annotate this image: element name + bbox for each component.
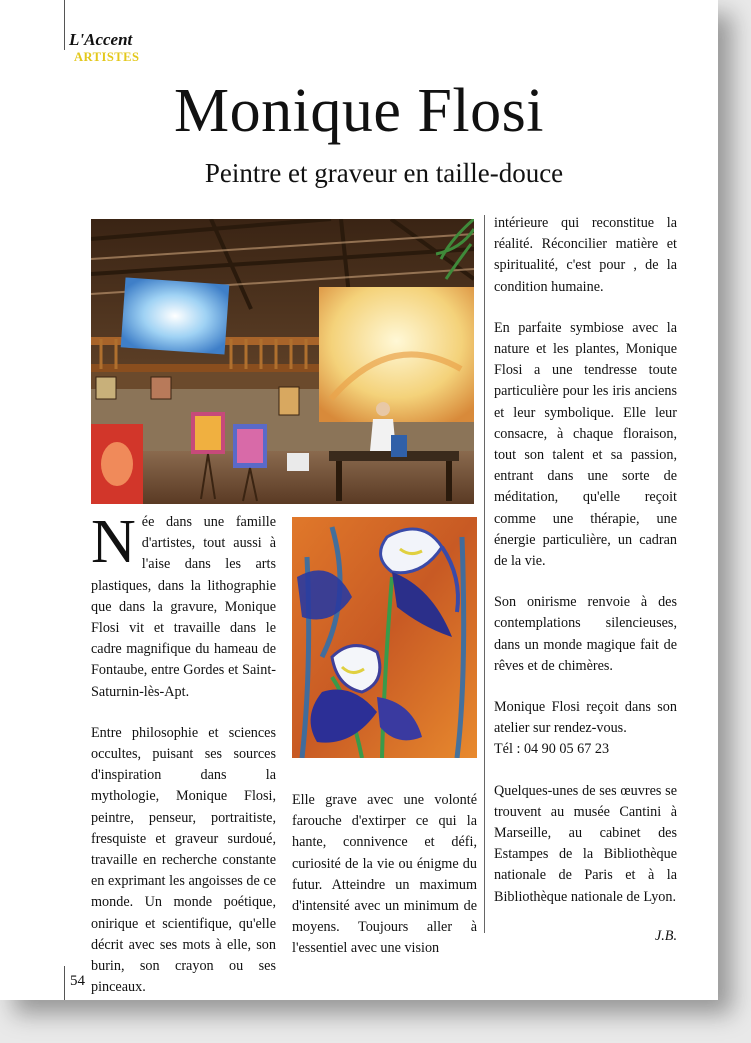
column-divider <box>484 215 485 933</box>
article-paragraph: En parfaite symbiose avec la nature et les plantes, Monique Flosi a une tendresse toute particulière pour les iris anciens et leur symbolique. Elle leur consacre, à chaque floraison, tout son talent et sa passion, entrant dans une sorte de méditation, qu'elle reçoit comme une thérapie, une énergie particulière, un cadran de la vie. <box>494 319 677 570</box>
article-column-right <box>494 213 677 947</box>
page-number: 54 <box>70 973 85 989</box>
drop-cap: N <box>91 508 136 576</box>
article-column-middle <box>292 790 477 980</box>
paragraph-text: ée dans une famille d'artistes, tout aussi à l'aise dans les arts plastiques, dans la lithographie que dans la gravure, Monique Flosi vit et travaille dans le cadre magnifique du hameau de Fontaube, entre Gordes et Saint-Saturnin-lès-Apt. <box>91 514 276 700</box>
page-title: Monique Flosi <box>174 77 544 145</box>
article-paragraph: intérieure qui reconstitue la réalité. Réconcilier matière et spiritualité, c'est pour , de la condition humaine. <box>494 215 677 295</box>
article-paragraph <box>91 508 276 703</box>
article-column-left <box>91 508 276 1018</box>
article-paragraph: Entre philosophie et sciences occultes, puisant ses sources d'inspiration dans la mythologie, Monique Flosi, peintre, penseur, portraitiste, fresquiste et graveur surdoué, travaille en recherche constante en exprimant les angoisses de ce monde. Un monde poétique, onirique et scientifique, qu'elle décrit avec ses mots à elle, son burin, son crayon ou ses pinceaux. <box>91 724 276 996</box>
iris-artwork <box>292 517 477 758</box>
contact-text: Monique Flosi reçoit dans son atelier sur rendez-vous. <box>494 699 677 737</box>
contact-paragraph <box>494 697 677 761</box>
footer-rule <box>64 966 65 1000</box>
magazine-brand: L'Accent <box>69 30 133 49</box>
article-paragraph: Quelques-unes de ses œuvres se trouvent au musée Cantini à Marseille, au cabinet des Estampes de la Bibliothèque nationale de Paris et à la Bibliothèque nationale de Lyon. <box>494 782 677 905</box>
section-label: ARTISTES <box>74 50 140 64</box>
studio-photo <box>91 219 474 504</box>
header-rule <box>64 0 65 50</box>
phone-number: Tél : 04 90 05 67 23 <box>494 741 610 758</box>
article-paragraph: Son onirisme renvoie à des contemplations silencieuses, dans un monde magique fait de rêves et de chimères. <box>494 594 677 674</box>
page-subtitle: Peintre et graveur en taille-douce <box>204 158 564 188</box>
author-signature: J.B. <box>654 927 677 944</box>
article-paragraph: Elle grave avec une volonté farouche d'extirper ce qui la hante, connivence et défi, curiosité de la vie ou énigme du futur. Atteindre un maximum d'intensité avec un minimum de moyens. Toujours aller à l'essentiel avec une vision <box>292 792 477 957</box>
